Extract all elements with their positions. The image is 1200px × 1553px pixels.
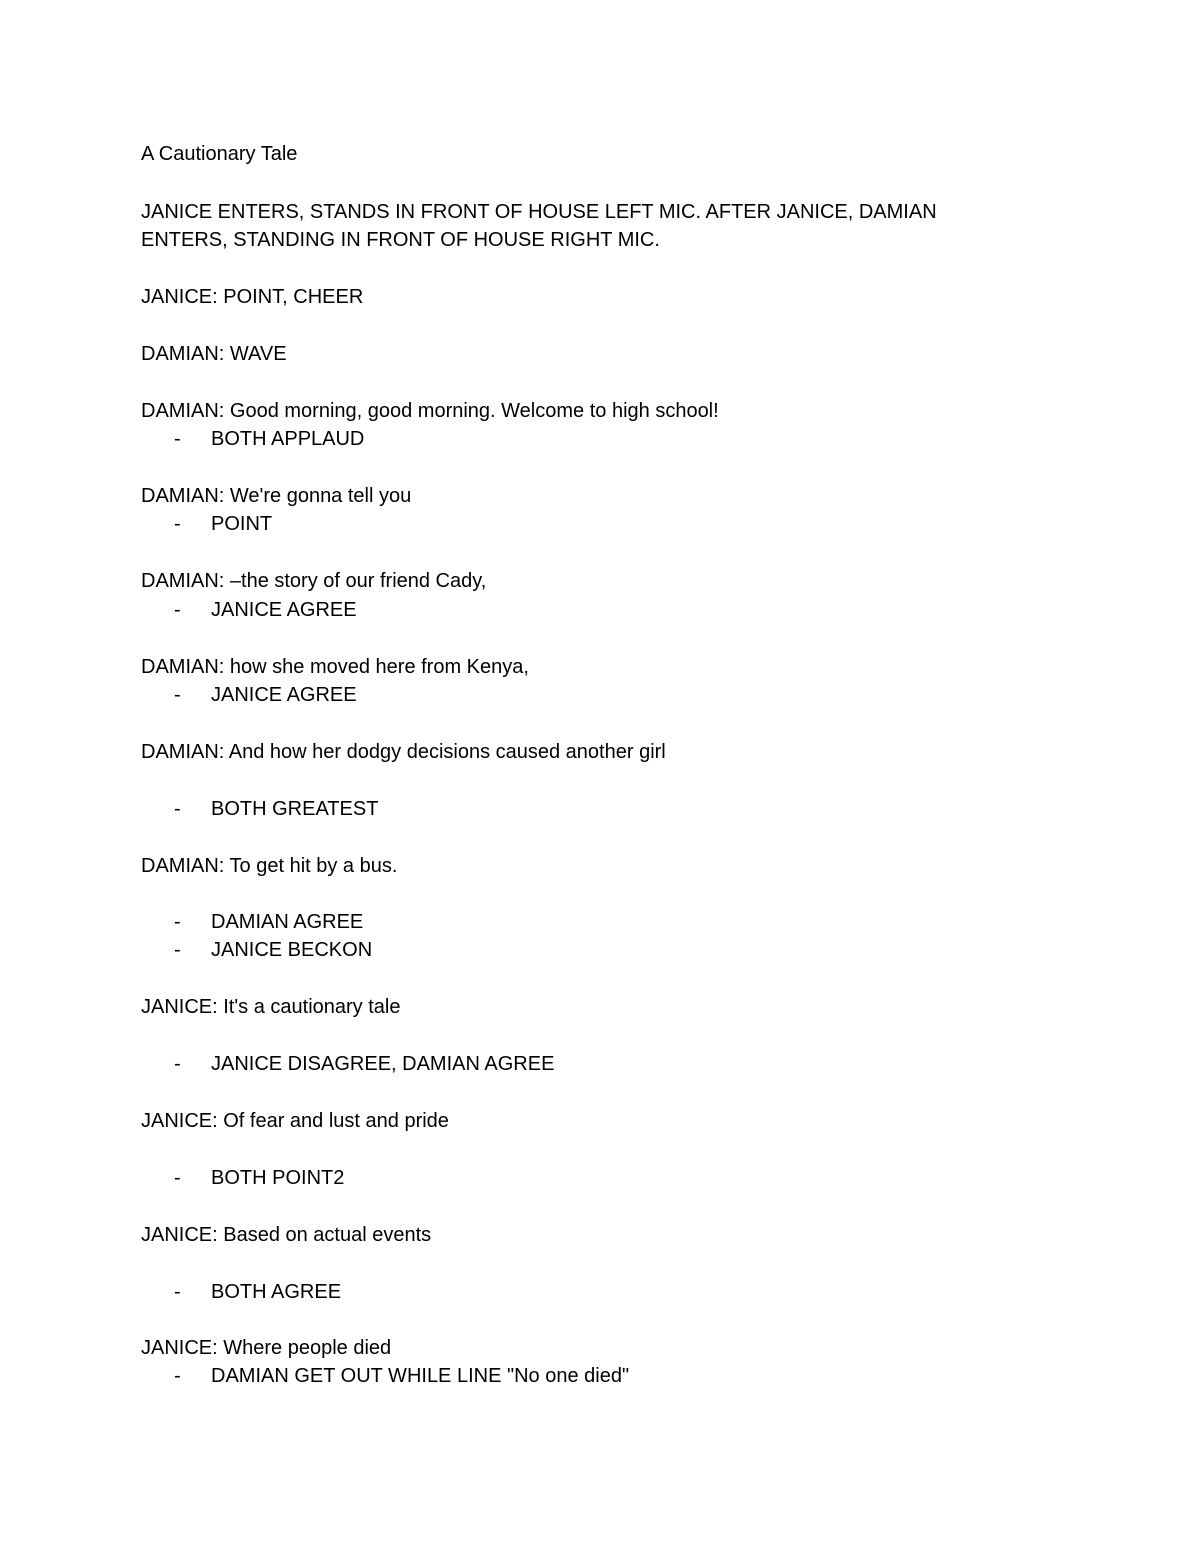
- script-line: JANICE: POINT, CHEER: [141, 286, 364, 308]
- action-text: JANICE BECKON: [211, 939, 373, 961]
- bullet-marker: -: [174, 798, 181, 820]
- script-line: JANICE: Of fear and lust and pride: [141, 1110, 449, 1132]
- script-line: JANICE: Where people died: [141, 1337, 392, 1359]
- document-title: A Cautionary Tale: [141, 143, 298, 165]
- stage-direction-line: JANICE ENTERS, STANDS IN FRONT OF HOUSE LEFT MIC. AFTER JANICE, DAMIAN: [141, 201, 937, 223]
- bullet-marker: -: [174, 1053, 181, 1075]
- bullet-marker: -: [174, 911, 181, 933]
- action-text: JANICE AGREE: [211, 599, 357, 621]
- action-text: BOTH APPLAUD: [211, 428, 365, 450]
- action-text: DAMIAN GET OUT WHILE LINE "No one died": [211, 1365, 630, 1387]
- bullet-marker: -: [174, 599, 181, 621]
- stage-direction-line: ENTERS, STANDING IN FRONT OF HOUSE RIGHT MIC.: [141, 229, 660, 251]
- script-line: DAMIAN: And how her dodgy decisions caused another girl: [141, 741, 666, 763]
- action-bullet: [174, 795, 378, 823]
- script-line: DAMIAN: Good morning, good morning. Welcome to high school!: [141, 400, 719, 422]
- bullet-marker: -: [174, 1281, 181, 1303]
- action-bullet: [174, 681, 357, 709]
- bullet-marker: -: [174, 513, 181, 535]
- bullet-marker: -: [174, 1167, 181, 1189]
- action-bullet: [174, 596, 357, 624]
- script-line: DAMIAN: –the story of our friend Cady,: [141, 570, 487, 592]
- script-line: JANICE: It's a cautionary tale: [141, 996, 401, 1018]
- action-text: JANICE DISAGREE, DAMIAN AGREE: [211, 1053, 555, 1075]
- action-bullet: [174, 1362, 629, 1390]
- action-text: BOTH GREATEST: [211, 798, 379, 820]
- action-text: POINT: [211, 513, 273, 535]
- action-text: JANICE AGREE: [211, 684, 357, 706]
- script-line: DAMIAN: WAVE: [141, 343, 287, 365]
- script-line: DAMIAN: To get hit by a bus.: [141, 855, 398, 877]
- action-bullet: [174, 908, 363, 936]
- action-text: BOTH AGREE: [211, 1281, 342, 1303]
- action-bullet: [174, 425, 364, 453]
- script-line: DAMIAN: We're gonna tell you: [141, 485, 412, 507]
- action-text: DAMIAN AGREE: [211, 911, 364, 933]
- action-bullet: [174, 936, 372, 964]
- action-bullet: [174, 1164, 344, 1192]
- action-text: BOTH POINT2: [211, 1167, 345, 1189]
- action-bullet: [174, 1050, 554, 1078]
- bullet-marker: -: [174, 684, 181, 706]
- bullet-marker: -: [174, 939, 181, 961]
- action-bullet: [174, 510, 272, 538]
- action-bullet: [174, 1278, 341, 1306]
- bullet-marker: -: [174, 428, 181, 450]
- script-line: DAMIAN: how she moved here from Kenya,: [141, 656, 529, 678]
- bullet-marker: -: [174, 1365, 181, 1387]
- script-line: JANICE: Based on actual events: [141, 1224, 432, 1246]
